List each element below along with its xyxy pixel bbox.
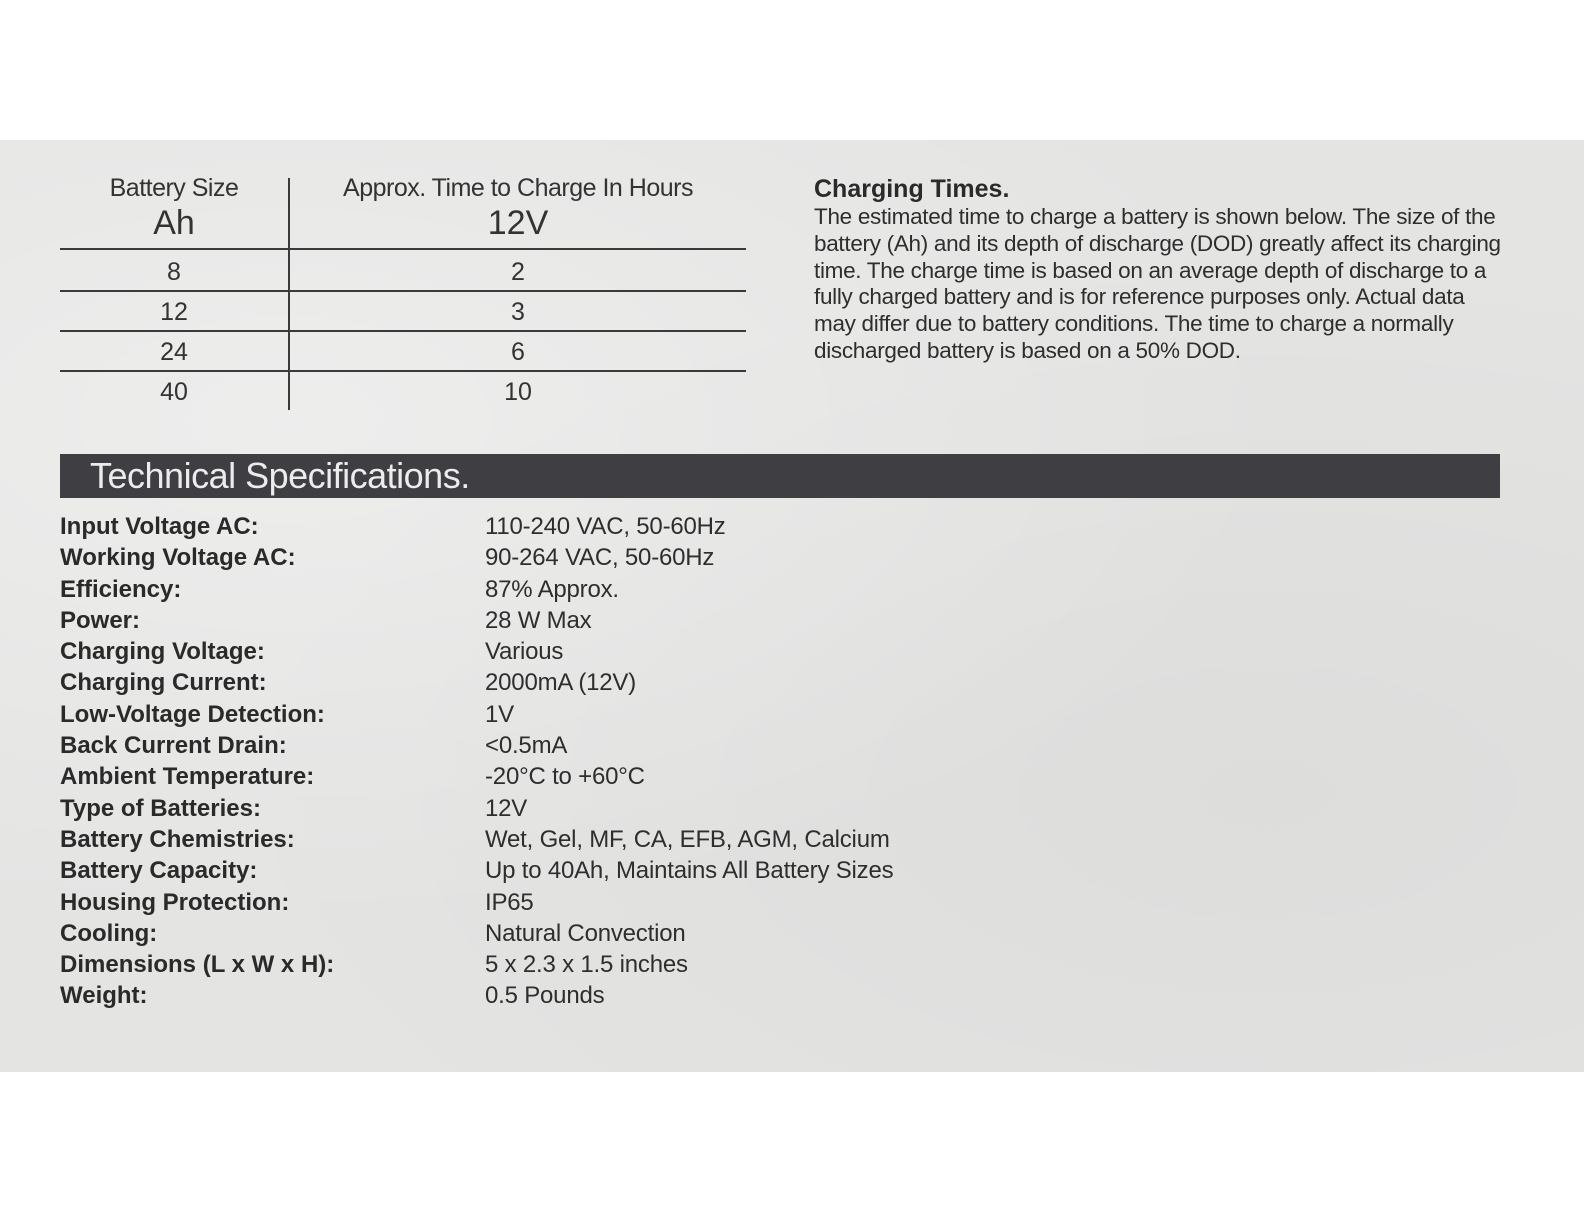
spec-row <box>60 699 1060 730</box>
specs-banner <box>60 454 1500 498</box>
spec-label: Charging Voltage: <box>60 638 265 666</box>
spec-row <box>60 761 1060 792</box>
spec-label: Battery Chemistries: <box>60 825 295 853</box>
table-cell-hours: 2 <box>511 258 525 286</box>
table-cell-size: 24 <box>160 338 188 366</box>
spec-label: Weight: <box>60 982 148 1010</box>
spec-label: Housing Protection: <box>60 888 290 916</box>
spec-value: 28 W Max <box>485 606 592 634</box>
specs-title: Technical Specifications. <box>90 455 470 496</box>
charge-time-unit: 12V <box>487 204 549 242</box>
spec-value: 5 x 2.3 x 1.5 inches <box>485 951 688 979</box>
spec-row <box>60 824 1060 855</box>
spec-row <box>60 730 1060 761</box>
specs-list <box>60 511 1060 1012</box>
spec-row <box>60 542 1060 573</box>
spec-row <box>60 667 1060 698</box>
battery-size-unit: Ah <box>153 204 195 242</box>
spec-row <box>60 636 1060 667</box>
spec-value: 2000mA (12V) <box>485 669 637 697</box>
spec-label: Working Voltage AC: <box>60 544 296 572</box>
spec-row <box>60 949 1060 980</box>
spec-row <box>60 918 1060 949</box>
spec-value: Various <box>485 638 564 666</box>
spec-label: Dimensions (L x W x H): <box>60 951 335 979</box>
spec-label: Input Voltage AC: <box>60 513 259 540</box>
spec-value: 0.5 Pounds <box>485 982 605 1010</box>
table-cell-hours: 3 <box>511 298 525 326</box>
spec-value: 90-264 VAC, 50-60Hz <box>485 544 715 572</box>
spec-value: IP65 <box>485 888 534 916</box>
spec-value: <0.5mA <box>485 732 568 760</box>
charging-times-body: The estimated time to charge a battery is shown below. The size of the battery (Ah) and its depth of discharge (DOD) greatly affect its charging time. The charge time is based on an average depth of discharge to a fully charged battery and is for reference purposes only. Actual data may differ due to battery conditions. The time to charge a normally discharged battery is based on a 50% DOD. <box>814 204 1501 363</box>
table-cell-size: 12 <box>160 298 188 326</box>
charge-time-table <box>60 172 746 412</box>
spec-label: Back Current Drain: <box>60 732 287 760</box>
spec-label: Charging Current: <box>60 669 267 697</box>
spec-value: Wet, Gel, MF, CA, EFB, AGM, Calcium <box>485 825 890 853</box>
spec-label: Power: <box>60 606 141 634</box>
table-rule <box>60 290 746 292</box>
spec-value: -20°C to +60°C <box>485 763 645 791</box>
spec-value: Natural Convection <box>485 919 686 947</box>
spec-row <box>60 980 1060 1011</box>
spec-label: Type of Batteries: <box>60 794 261 822</box>
table-rule <box>60 248 746 250</box>
spec-value: Up to 40Ah, Maintains All Battery Sizes <box>485 857 894 885</box>
charge-time-header: Approx. Time to Charge In Hours <box>343 174 693 202</box>
table-cell-size: 8 <box>167 258 181 286</box>
spec-row <box>60 855 1060 886</box>
charging-times-title: Charging Times. <box>814 175 1010 203</box>
spec-label: Ambient Temperature: <box>60 763 315 791</box>
table-rule <box>60 370 746 372</box>
spec-row <box>60 887 1060 918</box>
spec-row <box>60 605 1060 636</box>
table-cell-hours: 10 <box>504 378 532 406</box>
spec-row <box>60 511 1060 542</box>
spec-value: 12V <box>485 794 528 822</box>
spec-value: 1V <box>485 700 514 728</box>
table-cell-size: 40 <box>160 378 188 406</box>
table-rule <box>60 330 746 332</box>
spec-label: Efficiency: <box>60 575 182 603</box>
spec-row <box>60 574 1060 605</box>
spec-label: Cooling: <box>60 919 158 947</box>
spec-row <box>60 793 1060 824</box>
spec-label: Battery Capacity: <box>60 857 258 885</box>
table-cell-hours: 6 <box>511 338 525 366</box>
spec-value: 87% Approx. <box>485 575 619 603</box>
spec-value: 110-240 VAC, 50-60Hz <box>485 513 726 540</box>
charging-times-section <box>814 174 1504 365</box>
spec-label: Low-Voltage Detection: <box>60 700 325 728</box>
battery-size-header: Battery Size <box>109 174 239 202</box>
